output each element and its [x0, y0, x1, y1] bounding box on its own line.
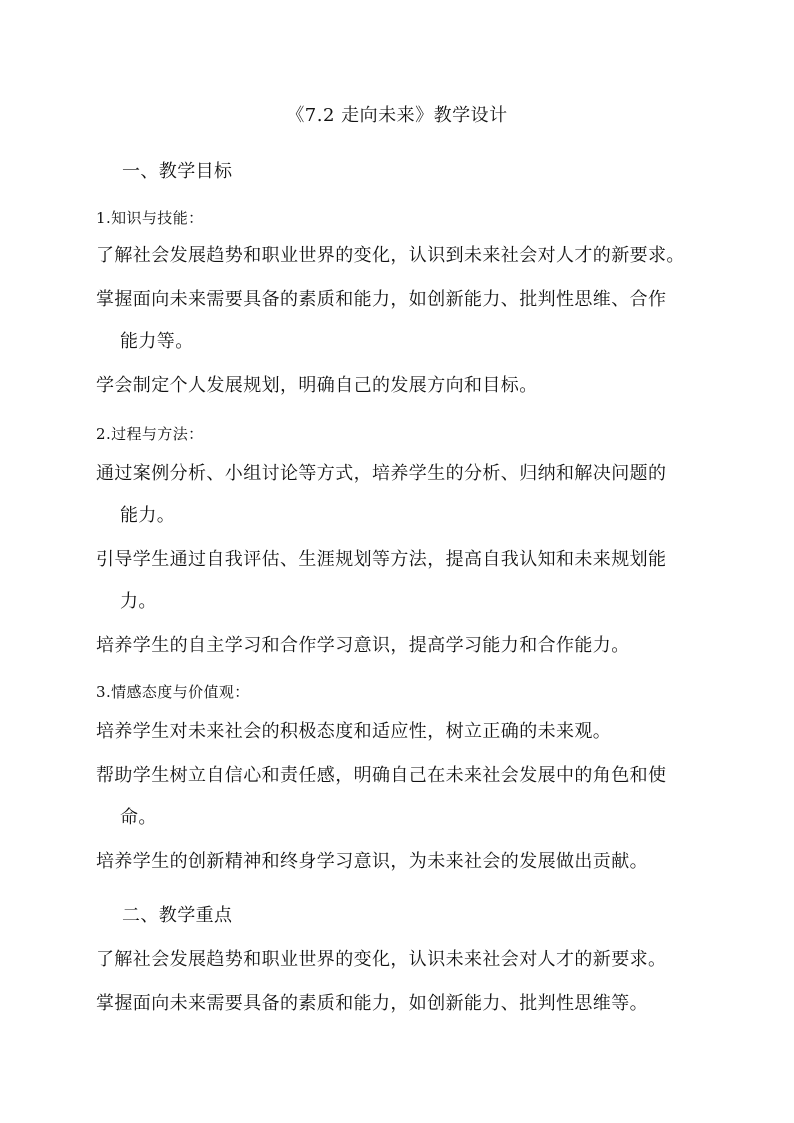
- paragraph-line: 引导学生通过自我评估、生涯规划等方法，提高自我认知和未来规划能: [96, 549, 667, 570]
- paragraph-line-continued: 能力等。: [120, 331, 194, 352]
- paragraph-line: 帮助学生树立自信心和责任感，明确自己在未来社会发展中的角色和使: [96, 765, 667, 786]
- paragraph-line: 掌握面向未来需要具备的素质和能力，如创新能力、批判性思维等。: [96, 993, 648, 1014]
- section-heading-objectives: 一、教学目标: [122, 161, 233, 182]
- document-title: 《7.2 走向未来》教学设计: [286, 105, 508, 126]
- paragraph-line: 学会制定个人发展规划，明确自己的发展方向和目标。: [96, 375, 538, 396]
- subsection-heading-process: 2.过程与方法：: [96, 425, 204, 443]
- paragraph-line: 培养学生对未来社会的积极态度和适应性，树立正确的未来观。: [96, 721, 612, 742]
- section-heading-key-points: 二、教学重点: [122, 905, 233, 926]
- subsection-heading-knowledge: 1.知识与技能：: [96, 209, 204, 227]
- paragraph-line: 了解社会发展趋势和职业世界的变化，认识到未来社会对人才的新要求。: [96, 245, 685, 266]
- subsection-heading-values: 3.情感态度与价值观：: [96, 683, 250, 701]
- paragraph-line: 掌握面向未来需要具备的素质和能力，如创新能力、批判性思维、合作: [96, 289, 667, 310]
- paragraph-line: 通过案例分析、小组讨论等方式，培养学生的分析、归纳和解决问题的: [96, 463, 667, 484]
- paragraph-line: 培养学生的自主学习和合作学习意识，提高学习能力和合作能力。: [96, 635, 630, 656]
- paragraph-line-continued: 力。: [120, 591, 157, 612]
- paragraph-line-continued: 命。: [120, 807, 157, 828]
- paragraph-line: 了解社会发展趋势和职业世界的变化，认识未来社会对人才的新要求。: [96, 949, 667, 970]
- paragraph-line-continued: 能力。: [120, 505, 176, 526]
- paragraph-line: 培养学生的创新精神和终身学习意识，为未来社会的发展做出贡献。: [96, 851, 648, 872]
